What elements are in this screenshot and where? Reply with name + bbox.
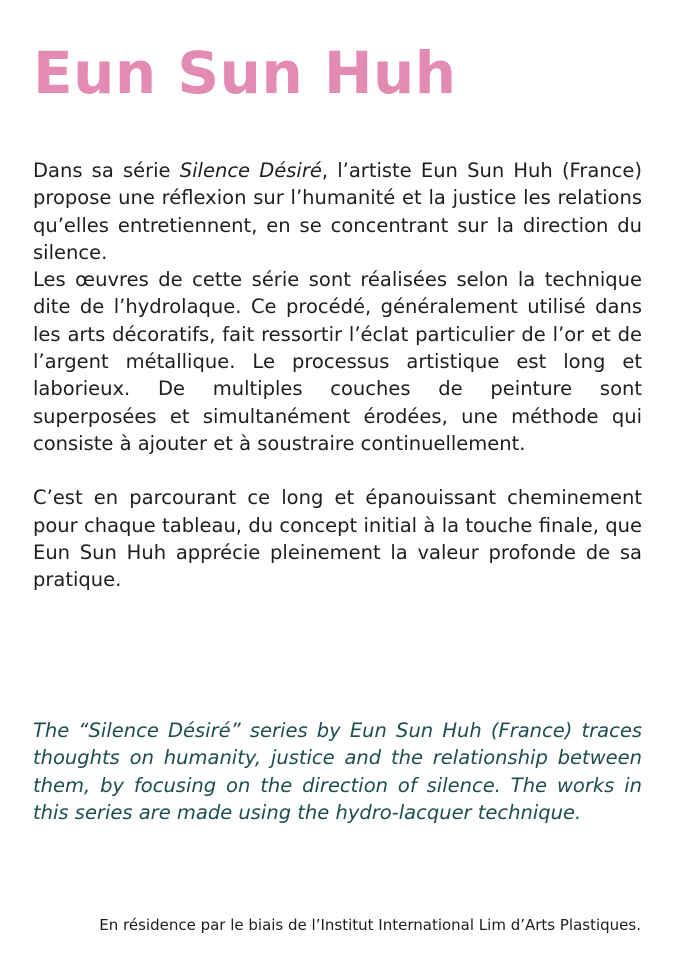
french-paragraph-1 xyxy=(33,157,642,266)
french-text xyxy=(33,157,642,593)
artist-title: Eun Sun Huh xyxy=(33,39,457,107)
french-paragraph-3: C’est en parcourant ce long et épanouissant cheminement pour chaque tableau, du concept initial à la touche finale, que Eun Sun Huh apprécie pleinement la valeur profonde de sa pratique. xyxy=(33,486,642,592)
french-p1-intro: Dans sa série xyxy=(33,159,180,182)
residency-footer: En résidence par le biais de l’Institut International Lim d’Arts Plastiques. xyxy=(99,916,641,934)
english-text xyxy=(33,717,642,826)
french-paragraph-2: Les œuvres de cette série sont réalisées selon la technique dite de l’hydrolaque. Ce procédé, généralement utilisé dans les arts décoratifs, fait ressortir l’éclat particulier de l’or et de l’argent métallique. Le processus artistique est long et laborieux. De multiples couches de peinture sont superposées et simultanément érodées, une méthode qui consiste à ajouter et à soustraire continuellement. xyxy=(33,268,642,455)
english-paragraph: The “Silence Désiré” series by Eun Sun Huh (France) traces thoughts on humanity, justice and the relationship between them, by focusing on the direction of silence. The works in this series are made using the hydro-lacquer technique. xyxy=(33,719,642,824)
series-name: Silence Désiré xyxy=(179,159,322,182)
french-p1-rest: , l’artiste Eun Sun Huh (France) propose une réflexion sur l’humanité et la justice les relations qu’elles entretiennent, en se concentrant sur la direction du silence. xyxy=(33,159,643,264)
